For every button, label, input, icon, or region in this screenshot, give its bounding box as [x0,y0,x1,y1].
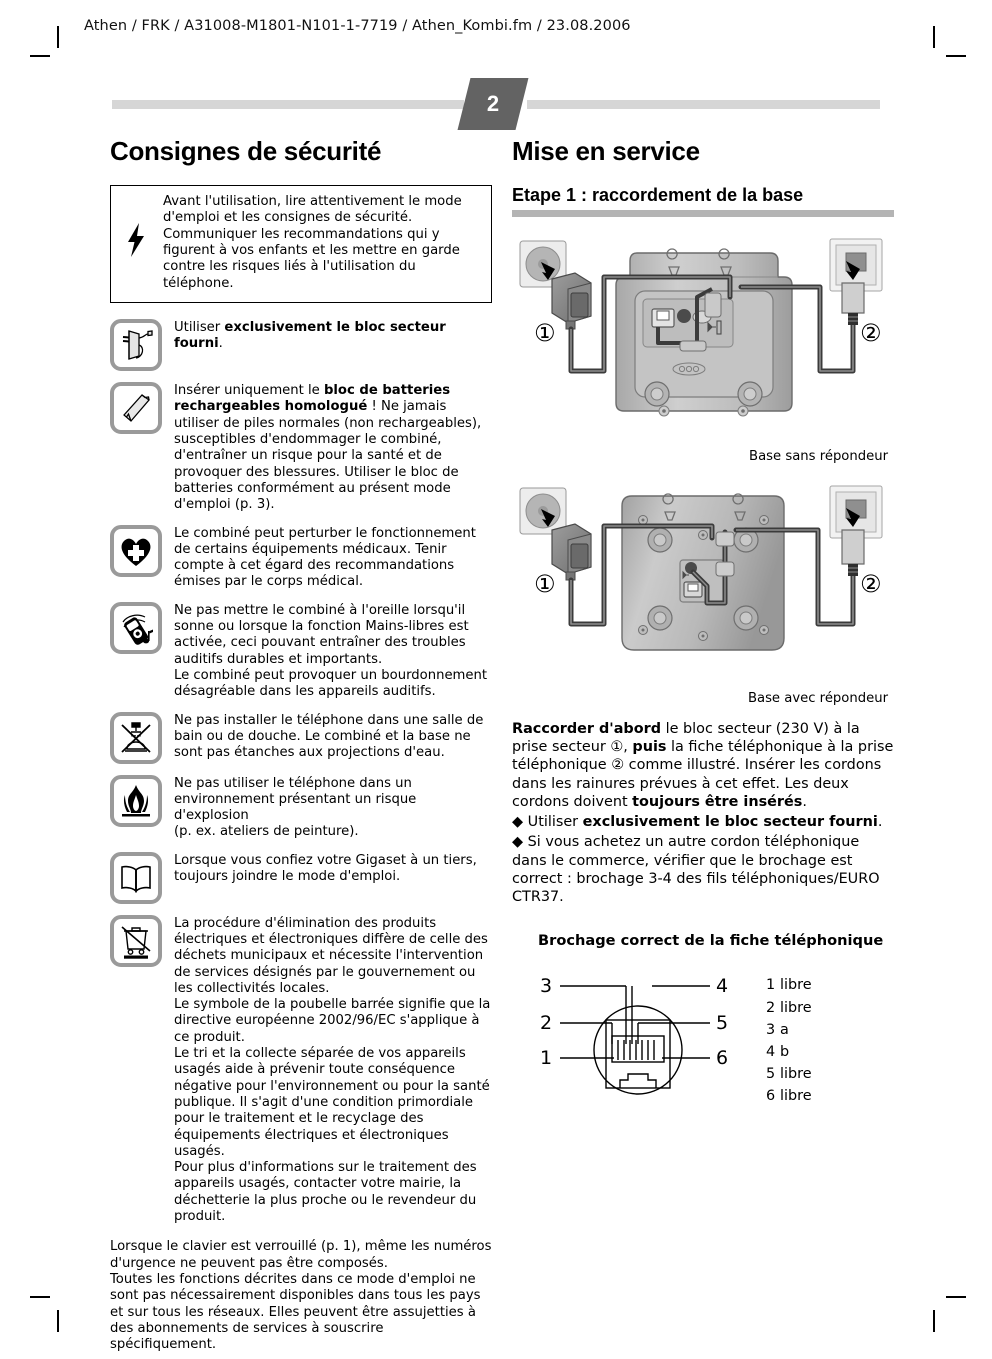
safety-item-text: Utiliser exclusivement le bloc secteur fourni. [174,320,446,352]
warning-box [110,185,492,303]
pin-legend-num: 2 [766,999,776,1016]
pinout-legend [766,958,812,1107]
pin-label-2: 2 [540,1012,553,1035]
safety-item [110,525,492,591]
page-title-safety: Consignes de sécurité [110,136,382,166]
crop-mark-top-left-vertical [57,26,59,48]
setup-bullet-2 [512,833,894,906]
pin-legend-label: libre [780,977,812,994]
base-with-answering-machine-diagram [512,478,894,687]
crop-mark-bottom-right-vertical [933,1310,935,1332]
pin-legend-num: 1 [766,977,776,994]
pinout-title: Brochage correct de la fiche téléphonique [538,932,884,950]
crop-mark-bottom-left-horizontal [30,1296,50,1298]
safety-item-text: Ne pas mettre le combiné à l'oreille lorsqu'il sonne ou lorsque la fonction Mains-libres est activée, ceci pouvant entraîner des troubles auditifs durables et importants. Le combiné peut provoquer un bourdonnement désagréable dans les appareils auditifs. [174,602,488,700]
safety-item-text: La procédure d'élimination des produits électriques et électroniques diffère de celle des déchets municipaux et nécessite l'intervention de services désignés par le gouvernement ou les collectivités locales. Le symbole de la poubelle barrée signifie que la directive européenne 2002/96/EC s'applique à ce produit. Le tri et la collecte séparée de vos appareils usagés aide à prévenir toute conséquence négative pour l'environnement ou pour la santé publique. Il s'agit d'une condition primordiale pour le traitement et le recyclage des équipements électriques et électroniques usagés. Pour plus d'informations sur le traitement des appareils usagés, contacter votre mairie, la déchetterie la plus proche ou le revendeur du produit. [174,915,491,1225]
pin-legend-row [766,974,812,996]
safety-item [110,775,492,841]
bullet-text-2: Si vous achetez un autre cordon téléphonique dans le commerce, vérifier que le brochage est correct : brochage 3-4 des fils téléphoniques/EURO CTR37. [512,834,880,905]
pin-legend-num: 5 [766,1066,776,1083]
pin-label-6: 6 [716,1047,729,1070]
document-header: Athen / FRK / A31008-M1801-N101-1-7719 / Athen_Kombi.fm / 23.08.2006 [84,18,631,34]
safety-item [110,915,492,1226]
handset-ringing-icon [110,602,162,654]
pin-label-5: 5 [716,1012,729,1035]
base-unit-rear [622,494,784,650]
callout-2: ② [860,570,882,598]
page-number-label: 2 [486,91,500,116]
left-column [110,136,492,1353]
power-adapter-icon [110,319,162,371]
pin-legend-row [766,1085,812,1107]
right-column [512,136,894,1107]
rj-connector-pinout-diagram [538,958,738,1098]
crop-mark-top-left-horizontal [30,55,50,57]
lightning-bolt-icon [119,223,153,263]
pin-legend-num: 4 [766,1043,776,1060]
left-column-tail-note: Lorsque le clavier est verrouillé (p. 1), même les numéros d'urgence ne peuvent pas être composés. Toutes les fonctions décrites dans ce mode d'emploi ne sont pas nécessairement disponibles dans tous les pays et sur tous les réseaux. Elles peuvent être assujetties à des abonnements de services à souscrire spécifiquement. [110,1239,492,1353]
explosion-flame-icon [110,775,162,827]
safety-item [110,319,492,371]
crop-mark-bottom-left-vertical [57,1310,59,1332]
pin-legend-label: a [780,1021,789,1038]
power-adapter-block [552,273,591,329]
pin-legend-label: libre [780,1088,812,1105]
open-book-icon [110,852,162,904]
subtitle-step1: Etape 1 : raccordement de la base [512,185,804,205]
warning-box-text: Avant l'utilisation, lire attentivement le mode d'emploi et les consignes de sécurité. Communiquer les recommandations qui y figurent à vos enfants et les mettre en garde contre les risques liés à l'utilisation du téléphone. [163,194,462,291]
pin-legend-num: 3 [766,1021,776,1038]
safety-item-text: Le combiné peut perturber le fonctionnement de certains équipements médicaux. Tenir compte à cet égard des recommandations émises par le corps médical. [174,525,476,590]
crop-mark-bottom-right-horizontal [946,1296,966,1298]
setup-bullet-1 [512,813,894,831]
pin-legend-row [766,1063,812,1085]
safety-item-text: Ne pas utiliser le téléphone dans un environnement présentant un risque d'explosion (p. ex. ateliers de peinture). [174,775,417,840]
safety-item [110,712,492,764]
pin-label-1: 1 [540,1047,553,1070]
bullet-marker-2: ◆ [512,834,524,851]
crop-mark-top-right-vertical [933,26,935,48]
base-without-answering-machine-diagram [512,231,894,445]
pin-legend-label: b [780,1043,790,1060]
base-unit-rear [616,249,792,416]
callout-2: ② [860,319,882,347]
callout-1: ① [534,319,556,347]
setup-body-text: Raccorder d'abord le bloc secteur (230 V) à la prise secteur ①, puis la fiche téléphonique à la prise téléphonique ② comme illustré. Insérer les cordons dans les rainures prévues à cet effet. Les deux cordons doivent toujours être insérés. [512,721,894,810]
pinout-figure-wrap [538,958,894,1107]
header-rule-right [527,100,880,109]
pin-legend-num: 6 [766,1088,776,1105]
safety-item-text: Lorsque vous confiez votre Gigaset à un tiers, toujours joindre le mode d'emploi. [174,852,477,884]
bullet-text-1: Utiliser exclusivement le bloc secteur fourni. [527,814,883,831]
bullet-marker-1: ◆ [512,814,524,831]
safety-item [110,852,492,904]
no-shower-icon [110,712,162,764]
page-number-badge [458,78,529,130]
figure-caption-2: Base avec répondeur [747,691,888,706]
safety-item [110,382,492,513]
page-title-setup: Mise en service [512,136,700,166]
safety-item-text: Ne pas installer le téléphone dans une salle de bain ou de douche. Le combiné et la base ne sont pas étanches aux projections d'eau. [174,712,484,761]
pin-label-3: 3 [540,975,553,998]
subtitle-rule [512,210,894,217]
pin-legend-label: libre [780,1066,812,1083]
pin-legend-row [766,997,812,1019]
crop-mark-top-right-horizontal [946,55,966,57]
header-rule-left [112,100,464,109]
safety-item-text: Insérer uniquement le bloc de batteries rechargeables homologué ! Ne jamais utiliser de piles normales (non rechargeables), susceptibles d'endommager le combiné, d'entraîner un risque pour la santé et de provoquer des blessures. Utiliser le bloc de batteries conformément au présent mode d'emploi (p. 3). [174,383,482,513]
safety-item [110,602,492,701]
medical-heart-icon [110,525,162,577]
pin-legend-row [766,1019,812,1041]
pin-label-4: 4 [716,975,729,998]
crossed-out-wheelie-bin-icon [110,915,162,967]
pin-legend-row [766,1041,812,1063]
pin-legend-label: libre [780,999,812,1016]
figure-caption-1: Base sans répondeur [749,449,888,464]
power-adapter-block [552,524,591,580]
battery-pack-icon [110,382,162,434]
callout-1: ① [534,570,556,598]
